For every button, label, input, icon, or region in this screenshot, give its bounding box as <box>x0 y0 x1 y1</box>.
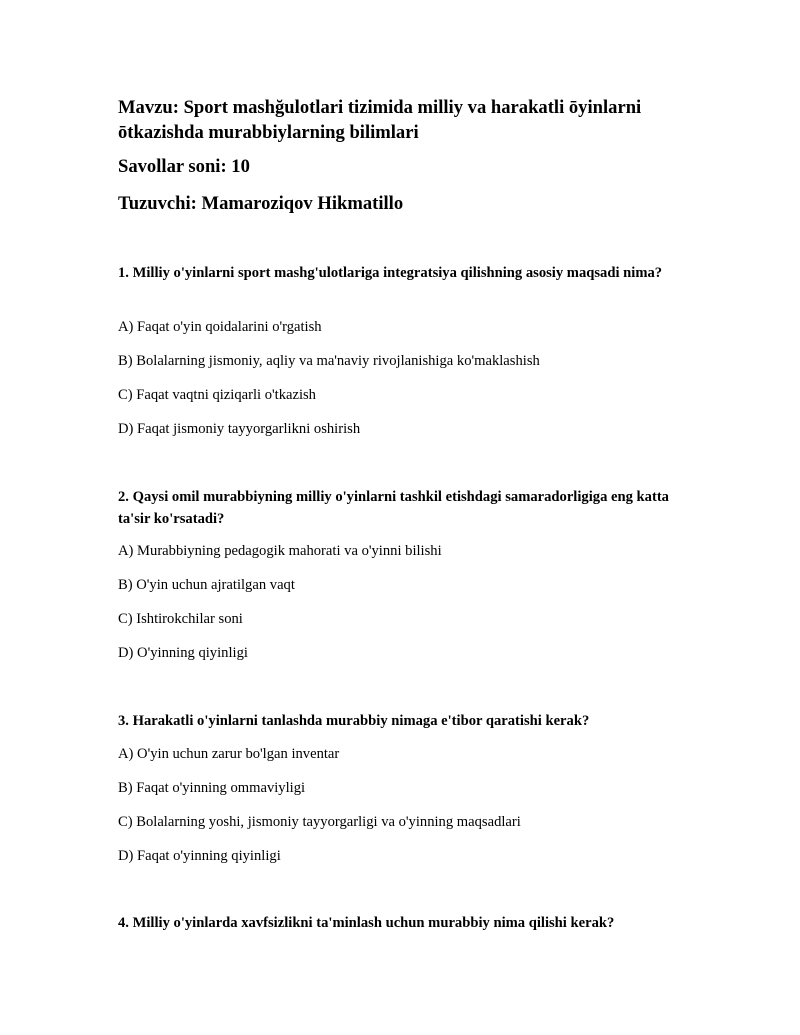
question-text: 2. Qaysi omil murabbiyning milliy o'yinlarni tashkil etishdagi samaradorligiga eng katta ta'sir ko'rsatadi? <box>118 489 669 527</box>
question-2 <box>118 486 683 661</box>
question-1 <box>118 262 683 437</box>
answer-option-b: B) Faqat o'yinning ommaviyligi <box>118 780 306 796</box>
answer-option-b: B) O'yin uchun ajratilgan vaqt <box>118 577 295 593</box>
document-title: Mavzu: Sport mashğulotlari tizimida milliy va harakatli ōyinlarni ōtkazishda murabbiylarning bilimlari <box>118 97 642 143</box>
questions-count: Savollar soni: 10 <box>118 156 250 177</box>
question-3 <box>118 710 683 864</box>
document-header <box>118 95 698 214</box>
answer-option-b: B) Bolalarning jismoniy, aqliy va ma'naviy rivojlanishiga ko'maklashish <box>118 353 540 369</box>
answer-option-a: A) Faqat o'yin qoidalarini o'rgatish <box>118 319 322 335</box>
answer-option-d: D) Faqat jismoniy tayyorgarlikni oshirish <box>118 421 361 437</box>
author: Tuzuvchi: Mamaroziqov Hikmatillo <box>118 193 404 214</box>
answer-option-a: A) O'yin uchun zarur bo'lgan inventar <box>118 746 340 762</box>
answer-option-c: C) Bolalarning yoshi, jismoniy tayyorgarligi va o'yinning maqsadlari <box>118 814 521 830</box>
question-text: 3. Harakatli o'yinlarni tanlashda murabbiy nimaga e'tibor qaratishi kerak? <box>118 713 590 729</box>
question-text: 1. Milliy o'yinlarni sport mashg'ulotlariga integratsiya qilishning asosiy maqsadi nima? <box>118 265 663 281</box>
answer-option-c: C) Faqat vaqtni qiziqarli o'tkazish <box>118 387 316 403</box>
question-4 <box>118 912 683 934</box>
answer-option-d: D) O'yinning qiyinligi <box>118 645 248 661</box>
question-text: 4. Milliy o'yinlarda xavfsizlikni ta'minlash uchun murabbiy nima qilishi kerak? <box>118 915 615 931</box>
answer-option-d: D) Faqat o'yinning qiyinligi <box>118 848 281 864</box>
answer-option-c: C) Ishtirokchilar soni <box>118 611 243 627</box>
answer-option-a: A) Murabbiyning pedagogik mahorati va o'yinni bilishi <box>118 543 442 559</box>
